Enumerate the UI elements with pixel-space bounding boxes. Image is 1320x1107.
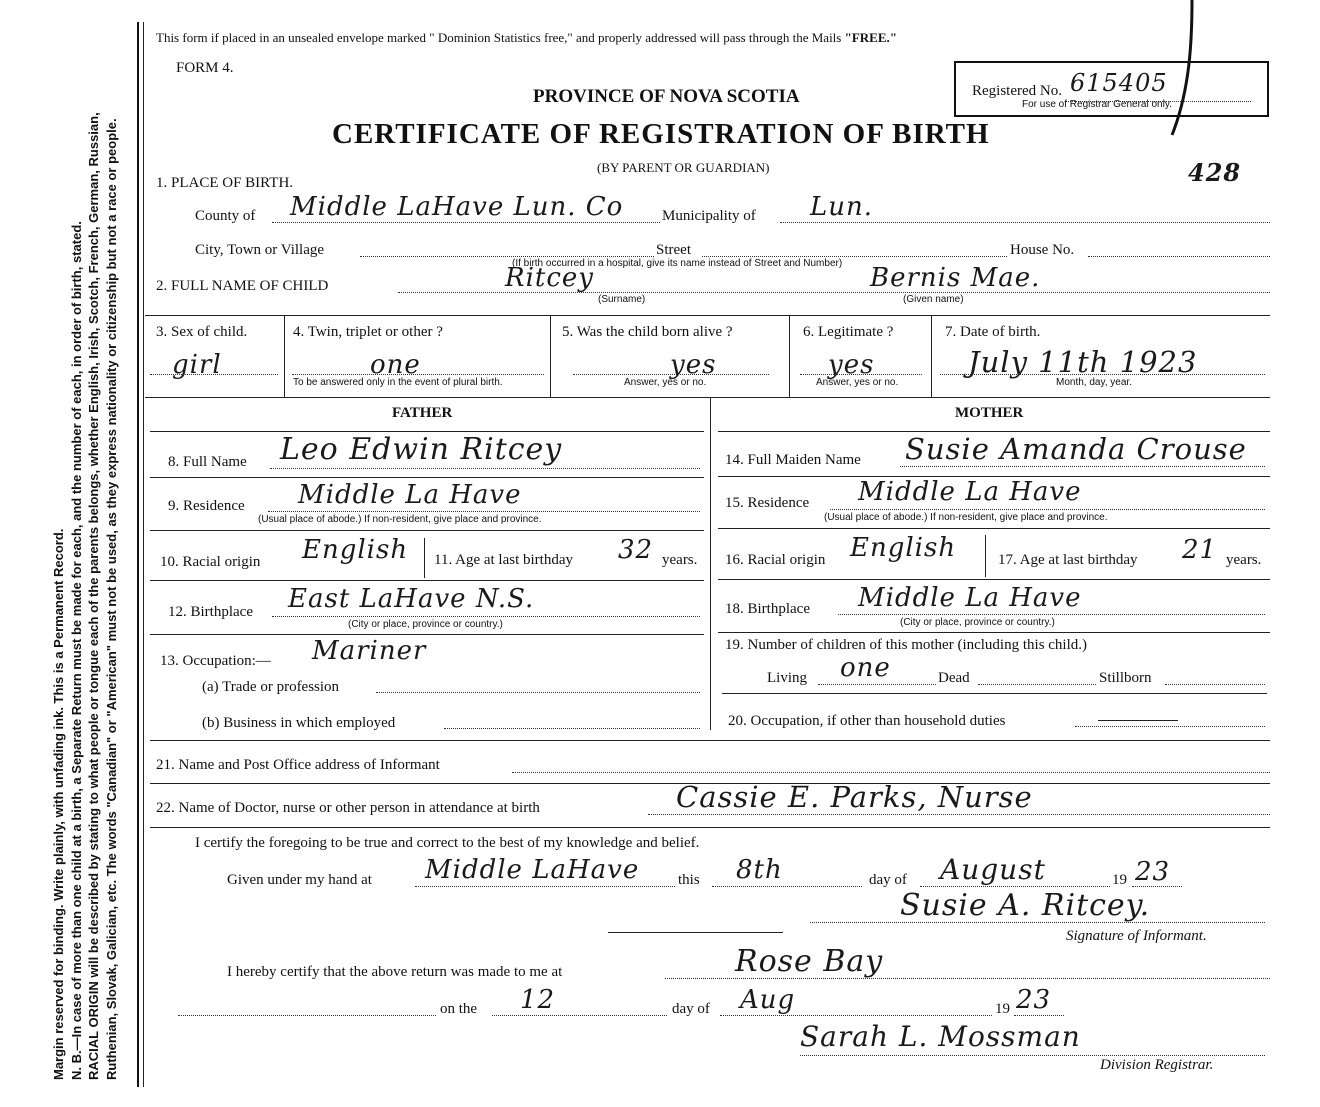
registered-number: 615405 <box>1070 69 1168 97</box>
alive-value: yes <box>670 350 717 380</box>
father-age: 32 <box>618 535 654 565</box>
municipality-label: Municipality of <box>662 208 756 224</box>
registrar-label: Division Registrar. <box>1100 1057 1214 1073</box>
father-name: Leo Edwin Ritcey <box>280 432 563 467</box>
child-surname: Ritcey <box>505 263 594 293</box>
father-abode-note: (Usual place of abode.) If non-resident, give place and province. <box>258 514 542 525</box>
informant-signature: Susie A. Ritcey. <box>900 888 1151 923</box>
registrar-note: For use of Registrar General only. <box>1022 99 1172 110</box>
living-value: one <box>840 653 891 683</box>
child-given-name: Bernis Mae. <box>870 263 1041 293</box>
father-birthplace: East LaHave N.S. <box>288 584 535 614</box>
alive-label: 5. Was the child born alive ? <box>562 324 733 340</box>
twin-value: one <box>370 350 421 380</box>
on-the-label: on the <box>440 1001 478 1017</box>
alive-note: Answer, yes or no. <box>624 377 707 388</box>
registrar-signature: Sarah L. Mossman <box>800 1020 1081 1053</box>
informant-signature-label: Signature of Informant. <box>1066 928 1207 944</box>
legitimate-label: 6. Legitimate ? <box>803 324 894 340</box>
mother-racial: English <box>850 533 957 563</box>
mother-maiden-name: Susie Amanda Crouse <box>905 432 1247 466</box>
mail-note: This form if placed in an unsealed envelope marked " Dominion Statistics free," and properly addressed will pass through the Mails "FREE." <box>156 30 897 45</box>
mother-name-label: 14. Full Maiden Name <box>725 452 861 468</box>
certify-text: I certify the foregoing to be true and correct to the best of my knowledge and belief. <box>195 835 700 851</box>
legitimate-value: yes <box>828 350 875 380</box>
mother-heading: MOTHER <box>955 405 1024 421</box>
registration-box <box>954 61 1269 117</box>
mother-birthplace: Middle La Have <box>858 583 1082 613</box>
doctor-label: 22. Name of Doctor, nurse or other person in attendance at birth <box>156 800 540 816</box>
return-day-of-label: day of <box>672 1001 710 1017</box>
certificate-title: CERTIFICATE OF REGISTRATION OF BIRTH <box>332 118 990 150</box>
father-years: years. <box>662 552 698 568</box>
dob-value: July 11th 1923 <box>968 345 1198 379</box>
municipality-value: Lun. <box>810 192 874 222</box>
county-value: Middle LaHave Lun. Co <box>290 192 624 222</box>
father-name-label: 8. Full Name <box>168 454 247 470</box>
cert-year-prefix: 19 <box>1112 872 1127 888</box>
sex-label: 3. Sex of child. <box>156 324 248 340</box>
mother-birthplace-note: (City or place, province or country.) <box>900 617 1055 628</box>
sex-value: girl <box>172 350 222 380</box>
mother-birthplace-label: 18. Birthplace <box>725 601 810 617</box>
father-birthplace-note: (City or place, province or country.) <box>348 619 503 630</box>
margin-line-1: Margin reserved for binding. Write plainly, with unfading ink. This is a Permanent Record. <box>51 528 66 1080</box>
return-place: Rose Bay <box>735 944 884 979</box>
father-age-label: 11. Age at last birthday <box>434 552 573 568</box>
certificate-subtitle: (BY PARENT OR GUARDIAN) <box>597 160 770 175</box>
child-name-label: 2. FULL NAME OF CHILD <box>156 278 329 294</box>
mother-abode-note: (Usual place of abode.) If non-resident, give place and province. <box>824 512 1108 523</box>
margin-line-2: N. B.—In case of more than one child at a birth, a Separate Return must be made for each, and the number of each, in order of birth, stated. <box>68 221 84 1080</box>
children-count-label: 19. Number of children of this mother (including this child.) <box>725 637 1088 653</box>
business-label: (b) Business in which employed <box>202 715 396 731</box>
province-heading: PROVINCE OF NOVA SCOTIA <box>533 86 800 107</box>
father-birthplace-label: 12. Birthplace <box>168 604 253 620</box>
cert-year: 23 <box>1135 857 1171 887</box>
surname-label: (Surname) <box>598 294 646 305</box>
place-of-birth-label: 1. PLACE OF BIRTH. <box>156 175 294 191</box>
street-label: Street <box>656 242 691 258</box>
informant-label: 21. Name and Post Office address of Informant <box>156 757 440 773</box>
doctor-value: Cassie E. Parks, Nurse <box>676 780 1033 814</box>
trade-label: (a) Trade or profession <box>202 679 340 695</box>
father-racial-label: 10. Racial origin <box>160 554 261 570</box>
mother-residence: Middle La Have <box>858 477 1082 507</box>
living-label: Living <box>767 670 807 686</box>
mother-residence-label: 15. Residence <box>725 495 810 511</box>
margin-rule-inner <box>143 22 144 1087</box>
margin-rule <box>137 22 139 1087</box>
return-year: 23 <box>1016 985 1052 1015</box>
dob-label: 7. Date of birth. <box>945 324 1041 340</box>
father-residence: Middle La Have <box>298 480 522 510</box>
legitimate-note: Answer, yes or no. <box>816 377 899 388</box>
dob-note: Month, day, year. <box>1056 377 1132 388</box>
given-under-label: Given under my hand at <box>227 872 372 888</box>
father-occupation-label: 13. Occupation:— <box>160 653 271 669</box>
county-label: County of <box>195 208 256 224</box>
cert-month: August <box>940 853 1046 886</box>
this-label: this <box>678 872 700 888</box>
form-number: FORM 4. <box>176 60 234 76</box>
return-month: Aug <box>740 985 796 1015</box>
margin-line-3: RACIAL ORIGIN will be described by stating to what people or tongue each of the parents belongs, whether English, Irish, Scotch, French, German, Russian, <box>86 112 101 1080</box>
registered-label: Registered No. <box>972 83 1062 99</box>
stillborn-label: Stillborn <box>1099 670 1152 686</box>
binding-margin <box>50 20 140 1085</box>
hospital-note: (If birth occurred in a hospital, give its name instead of Street and Number) <box>512 258 843 269</box>
mother-years: years. <box>1226 552 1262 568</box>
ink-stroke <box>1170 0 1190 140</box>
margin-line-4: Ruthenian, Slovak, Galician, etc. The words "Canadian" or "American" must not be used, as they express nationality or citizenship but not a race or people. <box>103 118 119 1080</box>
return-day: 12 <box>520 985 556 1015</box>
mother-occupation-label: 20. Occupation, if other than household duties <box>728 713 1006 729</box>
cert-day: 8th <box>736 855 783 885</box>
cert-day-of-label: day of <box>869 872 907 888</box>
father-residence-label: 9. Residence <box>168 498 245 514</box>
city-label: City, Town or Village <box>195 242 325 258</box>
dead-label: Dead <box>938 670 970 686</box>
mother-age: 21 <box>1182 535 1218 565</box>
twin-label: 4. Twin, triplet or other ? <box>293 324 443 340</box>
house-label: House No. <box>1010 242 1075 258</box>
father-occupation: Mariner <box>312 636 427 666</box>
father-racial: English <box>302 535 409 565</box>
mother-age-label: 17. Age at last birthday <box>998 552 1138 568</box>
given-name-label: (Given name) <box>903 294 964 305</box>
father-heading: FATHER <box>392 405 453 421</box>
return-label: I hereby certify that the above return was made to me at <box>227 964 563 980</box>
corner-mark: 428 <box>1188 158 1242 187</box>
given-place: Middle LaHave <box>425 855 640 885</box>
mother-racial-label: 16. Racial origin <box>725 552 826 568</box>
twin-note: To be answered only in the event of plural birth. <box>293 377 503 388</box>
return-year-prefix: 19 <box>995 1001 1010 1017</box>
